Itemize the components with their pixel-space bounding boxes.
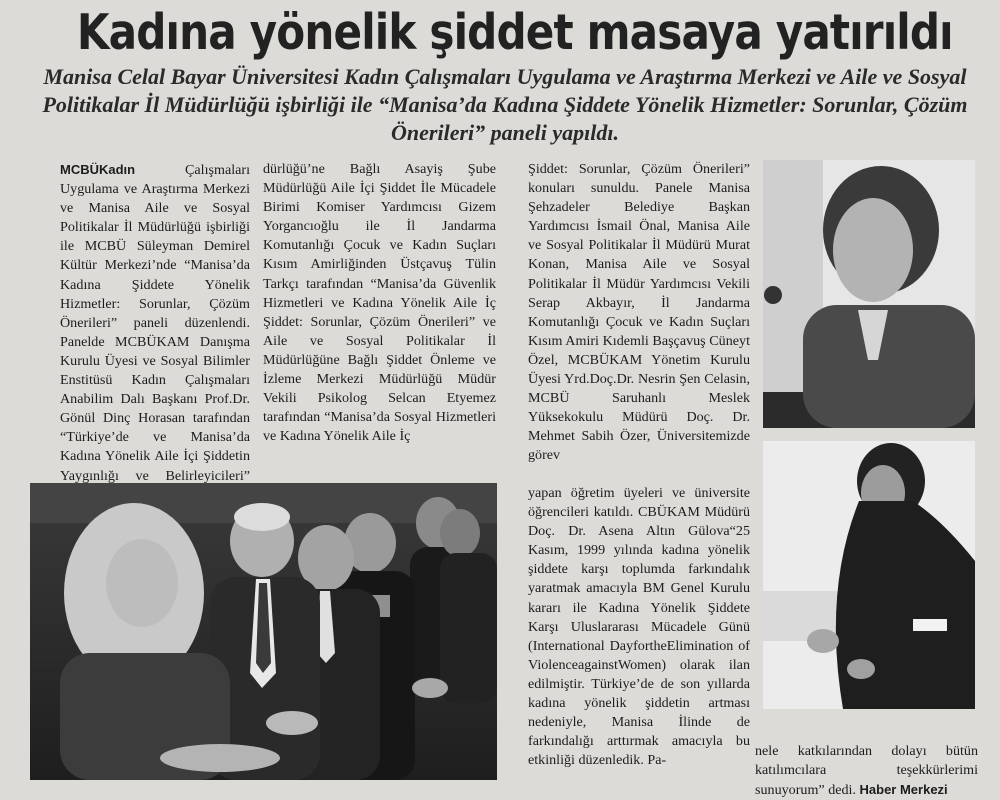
lead-word: MCBÜKadın (60, 162, 136, 177)
column-3-bottom-text: yapan öğretim üyeleri ve üniversite öğrencileri katıldı. CBÜKAM Müdürü Doç. Dr. Asena Altın Gülova“25 Kasım, 1999 yılında kadına yönelik şiddete karşı toplumda farkındalık yaratmak amacıyla BM Genel Kurulu kararı ile Kadına Yönelik Şiddete Karşı Uluslararası Mücadele Günü (International DayfortheElimination of ViolenceagainstWomen) olarak ilan edilmiştir. Türkiye’de de son yıllarda kadına yönelik şiddetin artması nedeniyle, Manisa İlinde de farkındalığı arttırmak amacıyla bu etkinliği düzenledik. Pa- (528, 485, 750, 769)
audience-photo (30, 483, 497, 780)
article-column-3-top (528, 160, 750, 466)
headline: Kadına yönelik şiddet masaya yatırıldı (76, 4, 953, 61)
column-1-text: Çalışmaları Uygulama ve Araştırma Merkezi ve Manisa Aile ve Sosyal Politikalar İl Müdürlüğü işbirliği ile MCBÜ Süleyman Demirel Kültür Merkezi’nde “Manisa’da Kadına Şiddete Yönelik Hizmetler: Sorunlar, Çözüm Önerileri” paneli düzenlendi. Panelde MCBÜKAM Danışma Kurulu Üyesi ve Sosyal Bilimler Enstitüsü Kadın Çalışmaları Anabilim Dalı Başkanı Prof.Dr. Gönül Dinç Horasan tarafından “Türkiye’de ve Manisa’da Kadına Yönelik Aile İçi Şiddetin Yaygınlığı ve Belirleyicileri” (60, 162, 250, 484)
speaker-photo-bottom (763, 441, 975, 709)
article-column-2 (263, 160, 496, 446)
article-column-4-end (755, 742, 978, 800)
column-2-text: dürlüğü’ne Bağlı Asayiş Şube Müdürlüğü Aile İçi Şiddet İle Mücadele Birimi Komiser Yardımcısı Gizem Yorgancıoğlu ile İl Jandarma Komutanlığı Çocuk ve Kadın Suçları Kısım Amirliğinden Üstçavuş Tülin Tarkçı tarafından “Manisa’da Güvenlik Hizmetleri ve Kadına Yönelik Aile İç Şiddet: Sorunlar, Çözüm Önerileri” ve Aile ve Sosyal Politikalar İl Müdürlüğüne Bağlı Şiddet Önleme ve İzleme Merkezi Müdürlüğü Müdür Vekili Psikolog Selcan Etyemez tarafından “Manisa’da Sosyal Hizmetleri ve Kadına Yönelik Aile İç (263, 161, 496, 445)
audience-photo-illustration (30, 483, 497, 780)
subheadline: Manisa Celal Bayar Üniversitesi Kadın Çalışmaları Uygulama ve Araştırma Merkezi ve Aile ve Sosyal Politikalar İl Müdürlüğü işbirliği ile “Manisa’da Kadına Şiddete Yönelik Hizmetler: Sorunlar, Çözüm Önerileri” paneli yapıldı. (42, 64, 968, 145)
byline: Haber Merkezi (859, 782, 948, 798)
article-column-1 (60, 160, 250, 505)
speaker-photo-top-illustration (763, 160, 975, 428)
article-column-3-bottom (528, 484, 750, 770)
speaker-photo-bottom-illustration (763, 441, 975, 709)
column-3-top-text: Şiddet: Sorunlar, Çözüm Önerileri” konuları sunuldu. Panele Manisa Şehzadeler Belediye Başkan Yardımcısı İsmail Önal, Manisa Aile ve Sosyal Politikalar İl Müdürü Murat Konan, Manisa Aile ve Sosyal Politikalar İl Müdür Yardımcısı Vekili Serap Akbayır, İl Jandarma Komutanlığı Çocuk ve Kadın Suçları Kısım Amiri Kıdemli Başçavuş Cüneyt Özel, MCBÜKAM Yönetim Kurulu Üyesi Yrd.Doç.Dr. Nesrin Şen Celasin, MCBÜ Saruhanlı Meslek Yüksekokulu Müdürü Doç. Dr. Mehmet Sabih Özer, Üniversitemizde görev (528, 161, 750, 464)
column-4-text: nele katkılarından dolayı bütün katılımcılara teşekkürlerimi sunuyorum” dedi. (755, 743, 978, 799)
speaker-photo-top (763, 160, 975, 428)
